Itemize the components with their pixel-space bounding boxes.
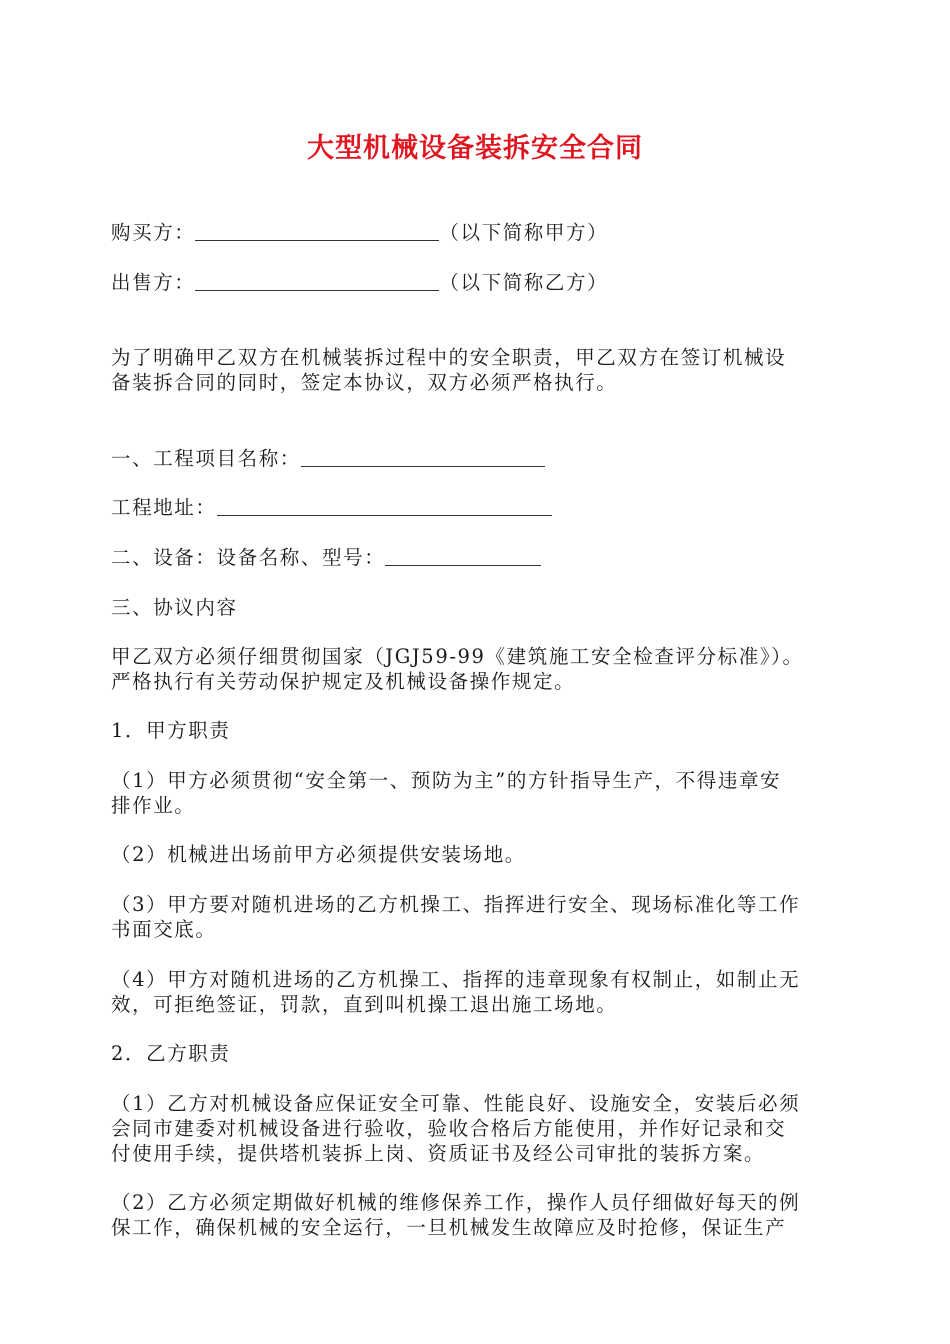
partyA-item-2 (111, 842, 851, 867)
project-address-blank[interactable] (217, 495, 552, 516)
buyer-label: 购买方： (111, 221, 196, 244)
section3-heading: 三、协议内容 (111, 596, 238, 619)
item-line: 书面交底。 (111, 918, 217, 941)
project-address-label: 工程地址： (111, 496, 217, 519)
project-name-label: 一、工程项目名称： (111, 447, 301, 470)
project-address-line (111, 495, 552, 520)
equipment-label: 二、设备：设备名称、型号： (111, 546, 386, 569)
section3-line: 甲乙双方必须仔细贯彻国家（JGJ59-99《建筑施工安全检查评分标准》）。 (111, 645, 804, 668)
item-line: （4）甲方对随机进场的乙方机操工、指挥的违章现象有权制止，如制止无 (111, 968, 801, 991)
project-name-blank[interactable] (301, 446, 545, 467)
equipment-line (111, 545, 541, 570)
buyer-line (111, 220, 608, 245)
seller-suffix: （以下简称乙方） (439, 271, 609, 294)
item-line: （1）乙方对机械设备应保证安全可靠、性能良好、设施安全，安装后必须 (111, 1092, 801, 1115)
seller-label: 出售方： (111, 271, 196, 294)
buyer-blank[interactable] (195, 220, 439, 241)
item-line: 保工作，确保机械的安全运行，一旦机械发生故障应及时抢修，保证生产 (111, 1216, 787, 1239)
item-line: 会同市建委对机械设备进行验收，验收合格后方能使用，并作好记录和交 (111, 1117, 787, 1140)
project-name-line (111, 446, 545, 471)
section3-paragraph (111, 644, 851, 694)
partyB-item-1 (111, 1091, 851, 1166)
partyB-heading: 2．乙方职责 (111, 1042, 231, 1065)
seller-blank[interactable] (195, 270, 439, 291)
item-line: 付使用手续，提供塔机装拆上岗、资质证书及经公司审批的装拆方案。 (111, 1142, 766, 1165)
item-line: 排作业。 (111, 794, 196, 817)
item-line: （3）甲方要对随机进场的乙方机操工、指挥进行安全、现场标准化等工作 (111, 893, 801, 916)
intro-line: 备装拆合同的同时，签定本协议，双方必须严格执行。 (111, 371, 618, 394)
item-line: （2）机械进出场前甲方必须提供安装场地。 (111, 843, 526, 866)
seller-line (111, 270, 608, 295)
partyB-item-2 (111, 1190, 851, 1240)
section3-line: 严格执行有关劳动保护规定及机械设备操作规定。 (111, 670, 576, 693)
partyA-item-1 (111, 768, 851, 818)
document-title: 大型机械设备装拆安全合同 (307, 133, 643, 164)
intro-line: 为了明确甲乙双方在机械装拆过程中的安全职责，甲乙双方在签订机械设 (111, 346, 787, 369)
partyA-heading: 1．甲方职责 (111, 719, 231, 742)
equipment-blank[interactable] (385, 545, 541, 566)
item-line: （1）甲方必须贯彻“安全第一、预防为主”的方针指导生产，不得违章安 (111, 769, 782, 792)
item-line: 效，可拒绝签证，罚款，直到叫机操工退出施工场地。 (111, 993, 618, 1016)
item-line: （2）乙方必须定期做好机械的维修保养工作，操作人员仔细做好每天的例 (111, 1191, 801, 1214)
partyA-item-3 (111, 892, 851, 942)
buyer-suffix: （以下简称甲方） (439, 221, 609, 244)
partyA-item-4 (111, 967, 851, 1017)
intro-paragraph (111, 345, 851, 395)
